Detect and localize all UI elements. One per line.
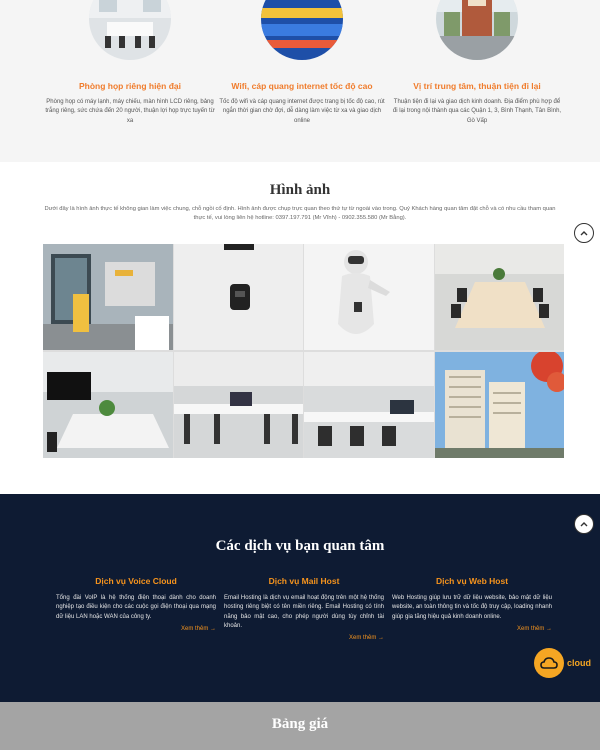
- pricing-title: Bảng giá: [271, 716, 329, 732]
- read-more-link[interactable]: Xem thêm →: [516, 625, 552, 632]
- gallery-desc: Dưới đây là hình ảnh thực tế không gian làm việc chung, chỗ ngồi cố định. Hình ảnh được chụp trực quan theo thứ tự từ ngoài vào trong. Quý Khách hàng quan tâm đặt chỗ và có nhu cầu tham quan thực tế, vui lòng liên hệ hotline: 0397.197.791 (Mr Vĩnh) - 0902.355.580 (Mr Bằng).: [44, 206, 556, 221]
- chevron-up-icon: [579, 519, 589, 529]
- read-more-link[interactable]: Xem thêm →: [180, 625, 216, 632]
- services-section: [0, 494, 600, 702]
- features-section: [0, 0, 600, 162]
- service-title: Dịch vụ Mail Host: [268, 576, 340, 586]
- photo-grid: [43, 244, 564, 458]
- cloud-badge[interactable]: [534, 648, 591, 678]
- read-more-link[interactable]: Xem thêm →: [348, 635, 384, 642]
- network-cables-photo: [261, 0, 343, 60]
- gallery-section: [0, 162, 600, 494]
- service-voice-cloud: [56, 576, 216, 632]
- feature-title: Wifi, cáp quang internet tốc độ cao: [231, 81, 373, 91]
- feature-desc: Phòng họp có máy lạnh, máy chiếu, màn hình LCD riêng, bảng trắng riêng, sức chứa đến 20 người, thuận lợi họp trực tuyến từ xa: [45, 99, 215, 124]
- scroll-up-button-2[interactable]: [574, 514, 594, 534]
- service-desc: Web Hosting giúp lưu trữ dữ liệu website, bảo mật dữ liệu website, an toàn thông tin và tốc độ truy cập, loading nhanh giúp gia tăng hiệu quả kinh doanh online.: [392, 595, 552, 620]
- device-photo[interactable]: [174, 244, 304, 351]
- feature-wifi: [212, 0, 392, 126]
- pricing-section: [0, 702, 600, 750]
- robot-photo[interactable]: [304, 244, 434, 351]
- scroll-up-button[interactable]: [574, 223, 594, 243]
- service-mail-host: [224, 576, 384, 641]
- feature-location: [387, 0, 567, 126]
- cloud-badge-label: cloud: [567, 658, 591, 668]
- workspace-tv-photo[interactable]: [43, 352, 173, 459]
- feature-title: Phòng họp riêng hiện đại: [79, 81, 181, 91]
- desks-laptop-photo[interactable]: [174, 352, 304, 459]
- chevron-up-icon: [579, 228, 589, 238]
- feature-desc: Thuận tiện đi lại và giao dịch kinh doanh. Địa điểm phù hợp để đi lại trong nội thành qua các Quận 1, 3, Bình Thạnh, Tân Bình, Gò Vấp: [392, 99, 562, 124]
- service-title: Dịch vụ Web Host: [435, 576, 509, 586]
- meeting-room-photo: [89, 0, 171, 60]
- feature-title: Vị trí trung tâm, thuận tiện đi lại: [413, 81, 541, 91]
- service-web-host: [392, 576, 552, 632]
- gallery-title: Hình ảnh: [269, 182, 331, 198]
- feature-meeting-room: [40, 0, 220, 126]
- service-title: Dịch vụ Voice Cloud: [95, 576, 177, 586]
- building-entrance-photo: [436, 0, 518, 60]
- cloud-logo-icon: [534, 648, 564, 678]
- services-title: Các dịch vụ bạn quan tâm: [215, 538, 385, 554]
- feature-desc: Tốc độ wifi và cáp quang internet được trang bị tốc độ cao, rút ngắn thời gian chờ đợi, dễ dàng làm việc từ xa và giao dịch online: [219, 99, 385, 124]
- office-entrance-photo[interactable]: [43, 244, 173, 351]
- service-desc: Email Hosting là dịch vụ email hoạt động trên một hệ thống hosting riêng biệt có tên miền riêng. Email Hosting có tính năng bảo mật cao, cho phép người dùng tùy chỉnh tài khoản.: [224, 595, 384, 629]
- service-desc: Tổng đài VoIP là hệ thống điện thoại dành cho doanh nghiệp tạo điều kiện cho các cuộc gọi điện thoại qua mạng dữ liệu LAN hoặc WAN của công ty.: [56, 595, 216, 620]
- meeting-table-photo[interactable]: [435, 244, 565, 351]
- desks-chairs-photo[interactable]: [304, 352, 434, 459]
- building-exterior-photo[interactable]: [435, 352, 565, 459]
